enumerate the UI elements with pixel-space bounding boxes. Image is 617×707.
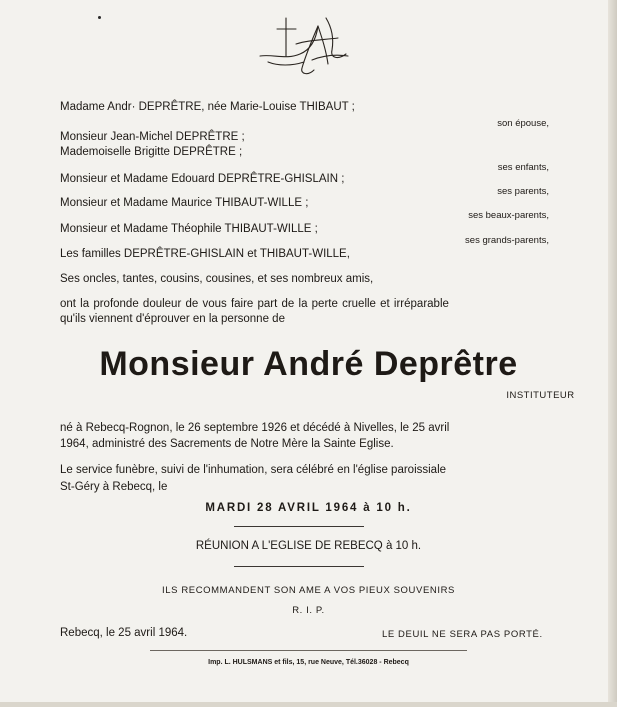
printer-divider: [150, 650, 467, 651]
page-edge-bottom: [0, 702, 617, 707]
place-date: Rebecq, le 25 avril 1964.: [60, 627, 188, 639]
service-line-2: St-Géry à Rebecq, le: [60, 481, 168, 493]
printer-credit: Imp. L. HULSMANS et fils, 15, rue Neuve, Tél.36028 - Rebecq: [208, 659, 409, 666]
relation-children: ses enfants,: [497, 162, 549, 173]
family-line-son: Monsieur Jean-Michel DEPRÊTRE ;: [60, 131, 245, 143]
birth-line-1: né à Rebecq-Rognon, le 26 septembre 1926 et décédé à Nivelles, le 25 avril: [60, 422, 450, 434]
mourning-note: LE DEUIL NE SERA PAS PORTÉ.: [382, 629, 543, 640]
rip-line: R. I. P.: [292, 605, 325, 616]
relation-in-laws: ses beaux-parents,: [468, 210, 549, 221]
family-line-daughter: Mademoiselle Brigitte DEPRÊTRE ;: [60, 146, 243, 158]
relation-spouse: son épouse,: [497, 118, 549, 129]
family-line-families: Les familles DEPRÊTRE-GHISLAIN et THIBAUT-WILLE,: [60, 248, 350, 260]
dot-icon: [98, 16, 101, 19]
birth-line-2: 1964, administré des Sacrements de Notre Mère la Sainte Eglise.: [60, 438, 394, 450]
announcement-line-1: ont la profonde douleur de vous faire part de la perte cruelle et irréparable: [60, 298, 449, 310]
relation-parents: ses parents,: [497, 186, 549, 197]
deceased-name: Monsieur André Deprêtre: [99, 345, 518, 383]
deceased-title: INSTITUTEUR: [506, 390, 575, 401]
announcement-line-2: qu'ils viennent d'éprouver en la personne de: [60, 313, 285, 325]
family-line-in-laws: Monsieur et Madame Maurice THIBAUT-WILLE ;: [60, 197, 309, 209]
divider-1: [234, 526, 364, 527]
service-date: MARDI 28 AVRIL 1964 à 10 h.: [205, 502, 412, 514]
cross-monogram-icon: [256, 10, 352, 78]
divider-2: [234, 566, 364, 567]
family-line-spouse: Madame Andr· DEPRÊTRE, née Marie-Louise THIBAUT ;: [60, 101, 355, 113]
reunion-line: RÉUNION A L'EGLISE DE REBECQ à 10 h.: [195, 540, 422, 552]
family-line-parents: Monsieur et Madame Edouard DEPRÊTRE-GHISLAIN ;: [60, 173, 345, 185]
relation-grandparents: ses grands-parents,: [465, 235, 549, 246]
recommend-line: ILS RECOMMANDENT SON AME A VOS PIEUX SOUVENIRS: [162, 585, 455, 596]
family-line-friends: Ses oncles, tantes, cousins, cousines, et ses nombreux amis,: [60, 273, 374, 285]
service-line-1: Le service funèbre, suivi de l'inhumation, sera célébré en l'église paroissiale: [60, 464, 447, 476]
family-line-grandparents: Monsieur et Madame Théophile THIBAUT-WILLE ;: [60, 223, 318, 235]
